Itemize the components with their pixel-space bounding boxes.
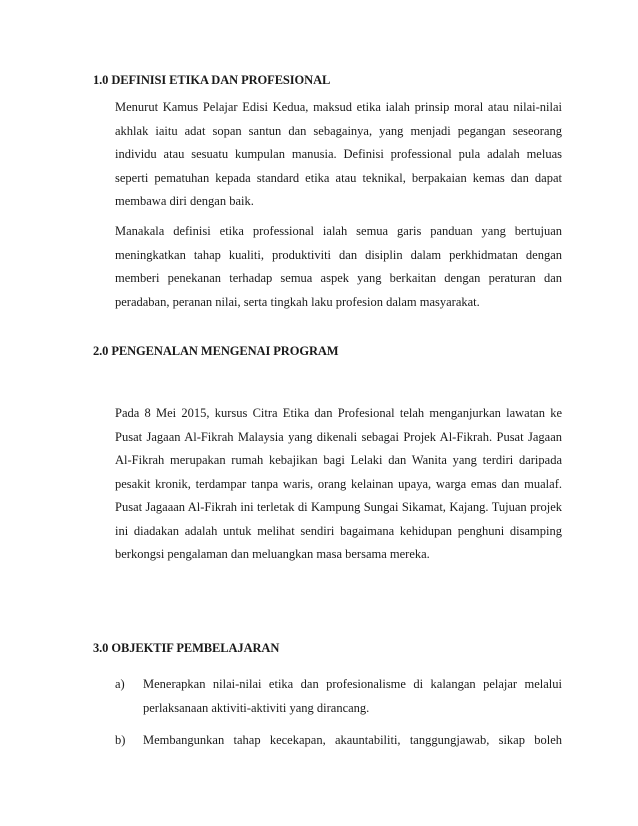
paragraph-definisi-profesional: Manakala definisi etika professional ialah semua garis panduan yang bertujuan meningkatkan tahap kualiti, produktiviti dan disiplin dalam perkhidmatan dengan memberi penekanan terhadap semua aspek yang berkaitan dengan peraturan dan peradaban, peranan nilai, serta tingkah laku profesion dalam masyarakat. xyxy=(115,224,562,309)
list-item-objektif-a xyxy=(115,673,562,720)
list-item-objektif-b xyxy=(115,729,562,753)
section-heading-objektif: 3.0 OBJEKTIF PEMBELAJARAN xyxy=(93,641,280,655)
section-heading-definisi: 1.0 DEFINISI ETIKA DAN PROFESIONAL xyxy=(93,73,331,87)
paragraph-pengenalan-program: Pada 8 Mei 2015, kursus Citra Etika dan Profesional telah menganjurkan lawatan ke Pusat Jagaan Al-Fikrah Malaysia yang dikenali sebagai Projek Al-Fikrah. Pusat Jagaan Al-Fikrah merupakan rumah kebajikan bagi Lelaki dan Wanita yang terdiri daripada pesakit kronik, terdampar tanpa waris, orang kelainan upaya, warga emas dan mualaf. Pusat Jagaaan Al-Fikrah ini terletak di Kampung Sungai Sikamat, Kajang. Tujuan projek ini diadakan adalah untuk melihat sendiri bagaimana kehidupan penghuni disamping berkongsi pengalaman dan meluangkan masa bersama mereka. xyxy=(115,406,562,561)
paragraph-definisi-etika: Menurut Kamus Pelajar Edisi Kedua, maksud etika ialah prinsip moral atau nilai-nilai akhlak iaitu adat sopan santun dan sebagainya, yang menjadi pegangan seseorang individu atau sesuatu kumpulan manusia. Definisi professional pula adalah meluas seperti pematuhan kepada standard etika atau teknikal, berpakaian kemas dan dapat membawa diri dengan baik. xyxy=(115,100,562,208)
section-heading-pengenalan: 2.0 PENGENALAN MENGENAI PROGRAM xyxy=(93,344,339,358)
list-item-text: Menerapkan nilai-nilai etika dan profesionalisme di kalangan pelajar melalui perlaksanaan aktiviti-aktiviti yang dirancang. xyxy=(143,677,562,715)
list-item-text: Membangunkan tahap kecekapan, akauntabiliti, tanggungjawab, sikap boleh xyxy=(143,733,562,747)
list-marker: b) xyxy=(115,733,126,747)
list-marker: a) xyxy=(115,677,125,691)
